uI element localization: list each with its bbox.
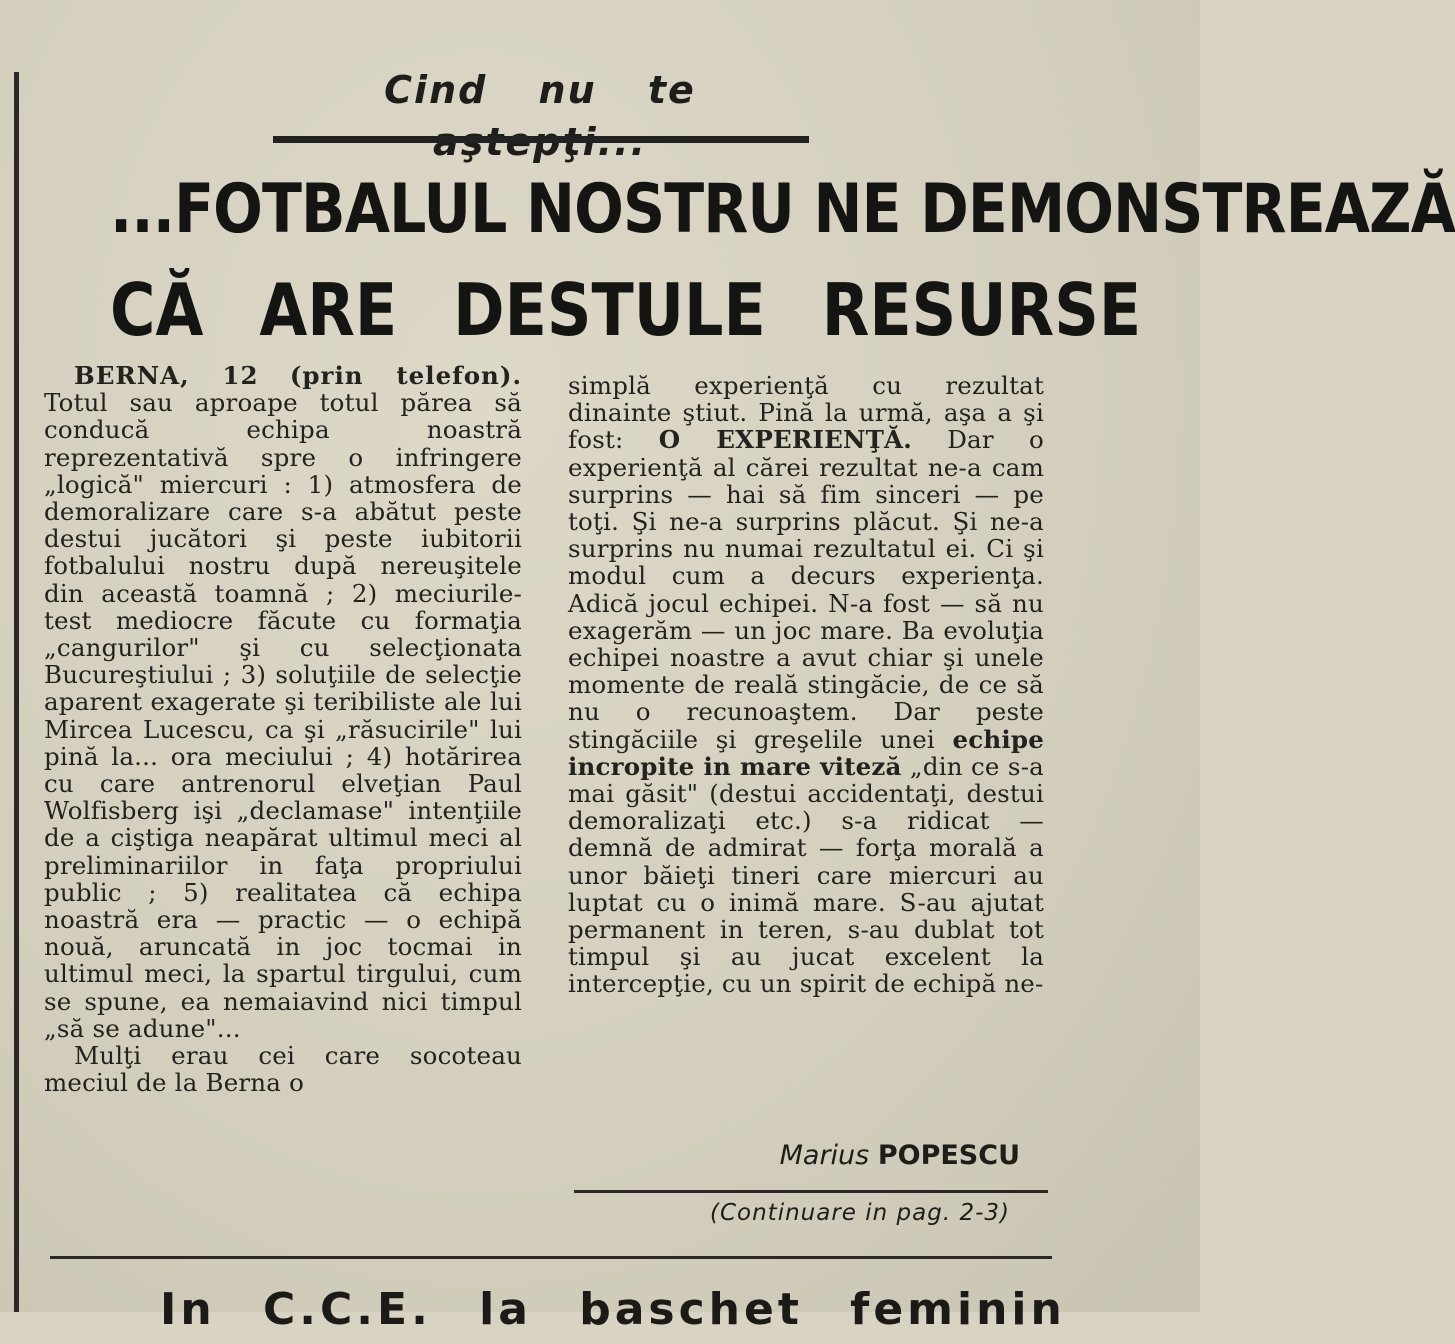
continuation-note: (Continuare in pag. 2-3) bbox=[710, 1200, 1010, 1226]
column-2-text-c: „din ce s-a mai găsit" (destui accidentaţi, destui demoralizaţi etc.) s-a ridicat — demnă de admirat — forţa morală a unor băieţi tineri care miercuri au luptat cu o inimă mare. S-au ajutat permanent in teren, s-au dublat tot timpul şi au jucat excelent la intercepţie, cu un spirit de echipă ne- bbox=[568, 751, 1044, 999]
dateline-rest: (prin telefon). bbox=[289, 361, 522, 390]
headline-line-1: ...FOTBALUL NOSTRU NE DEMONSTREAZĂ bbox=[110, 170, 1455, 249]
dateline: BERNA, 12 bbox=[74, 361, 259, 390]
column-2-text-b: Dar o experienţă al cărei rezultat ne-a cam surprins — hai să fim sinceri — pe toţi. Şi ne-a surprins plăcut. Şi ne-a surprins nu numai rezultatul ei. Ci şi modul cum a decurs experienţa. Adică jocul echipei. N-a fost — să nu exagerăm — un joc mare. Ba evoluţia echipei noastre a avut chiar şi unele momente de reală stingăcie, de ce să nu o recunoaştem. Dar peste stingăciile şi greşelile unei bbox=[568, 425, 1044, 754]
byline-rule bbox=[574, 1190, 1048, 1193]
column-1-paragraph-2: Mulţi erau cei care socoteau meciul de la Berna o bbox=[44, 1041, 522, 1098]
byline-first-name: Marius bbox=[779, 1140, 870, 1171]
section-divider bbox=[50, 1256, 1052, 1259]
column-rule-left bbox=[14, 72, 19, 1312]
column-2-text-a: simplă experienţă cu rezultat dinainte ştiut. Pină la urmă, aşa a şi fost: bbox=[568, 371, 1044, 455]
article-headline bbox=[40, 160, 1455, 360]
headline-line-2: CĂ ARE DESTULE RESURSE bbox=[110, 268, 1142, 352]
next-article-headline: In C.C.E. la baschet feminin bbox=[160, 1284, 1066, 1335]
article-kicker: Cind nu te bbox=[384, 68, 696, 112]
column-2-bold-phrase: echipe incropite in mare viteză bbox=[568, 724, 1044, 781]
byline bbox=[720, 1140, 1020, 1180]
kicker-underline bbox=[273, 136, 809, 143]
article-column-2 bbox=[568, 372, 1044, 998]
article-column-1 bbox=[44, 362, 522, 1096]
column-2-caps-phrase: O EXPERIENŢĂ. bbox=[658, 425, 912, 455]
byline-last-name: POPESCU bbox=[877, 1140, 1020, 1171]
column-1-paragraph-1: Totul sau aproape totul părea să conducă echipa noastră reprezentativă spre o infringere „logică" miercuri : 1) atmosfera de demoralizare care s-a abătut peste destui jucători şi peste iubitorii fotbalului nostru după nereuşitele din această toamnă ; 2) meciurile-test mediocre făcute cu formaţia „cangurilor" şi cu selecţionata Bucureştiului ; 3) soluţiile de selecţie aparent exagerate şi teribiliste ale lui Mircea Lucescu, ca şi „răsucirile" lui pină la... ora meciului ; 4) hotărirea cu care antrenorul elveţian Paul Wolfisberg işi „declamase" intenţiile de a ciştiga neapărat ultimul meci al preliminariilor in faţa propriului public ; 5) realitatea că echipa noastră era — practic — o echipă nouă, aruncată in joc tocmai in ultimul meci, la spartul tirgului, cum se spune, ea nemaiavind nici timpul „să se adune"... bbox=[44, 388, 522, 1043]
